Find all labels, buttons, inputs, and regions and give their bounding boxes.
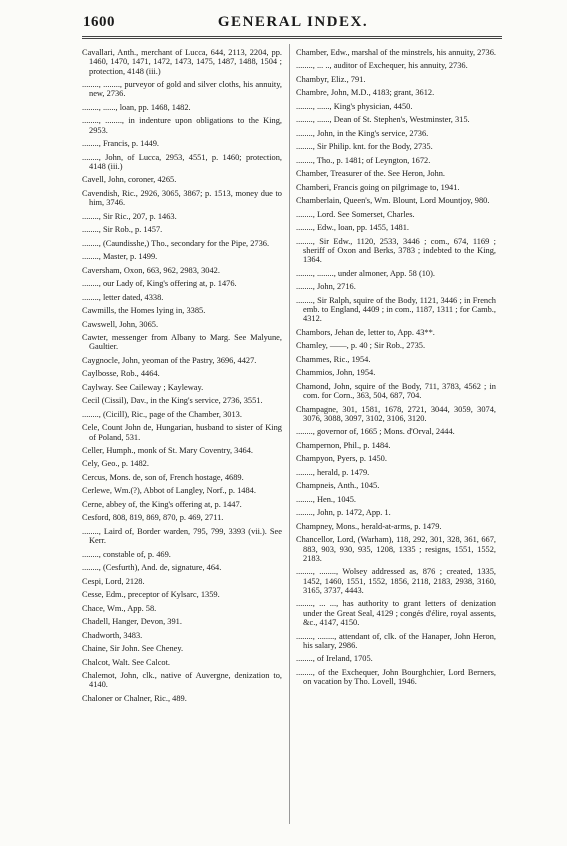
index-entry: Chambors, Jehan de, letter to, App. 43**. (296, 327, 435, 337)
index-entry: ........, ........, in indenture upon obligations to the King, 2953. (82, 116, 282, 135)
index-entry: Cavallari, Anth., merchant of Lucca, 644, 2113, 2204, pp. 1460, 1470, 1471, 1472, 1473, 1475, 1487, 1488, 1504 ; protection, 4148 (iii.) (82, 48, 282, 76)
index-entry: Cespi, Lord, 2128. (82, 576, 145, 586)
index-entry: Chamley, ——, p. 40 ; Sir Rob., 2735. (296, 341, 426, 351)
index-entry: ........, of Ireland, 1705. (296, 654, 373, 664)
index-entry: ........, Sir Ralph, squire of the Body, 1121, 3446 ; in French emb. to England, 4409 ; in com., 1187, 1311 ; for Camb., 4312. (296, 295, 496, 324)
index-entry: Chace, Wm., App. 58. (82, 603, 157, 613)
index-entry: ........, of the Exchequer, John Bourghchier, Lord Berners, on vacation by Tho. Lovell, 1946. (296, 667, 496, 687)
index-entry: Champyon, Pyers, p. 1450. (296, 454, 387, 464)
index-entry: ........, ......, loan, pp. 1468, 1482. (82, 102, 191, 112)
index-entry: Caygnocle, John, yeoman of the Pastry, 3696, 4427. (82, 355, 257, 365)
index-entry: Chalemot, John, clk., native of Auvergne, denization to, 4140. (82, 671, 282, 690)
index-entry: ........, Master, p. 1499. (82, 252, 158, 262)
index-entry: Cavendish, Ric., 2926, 3065, 3867; p. 1513, money due to him, 3746. (82, 188, 282, 208)
index-entry: ........, our Lady of, King's offering at, p. 1476. (82, 279, 237, 289)
index-entry: ........, Francis, p. 1449. (82, 139, 159, 149)
index-entry: Caylbosse, Rob., 4464. (82, 369, 160, 379)
index-entry: Cawmills, the Homes lying in, 3385. (82, 306, 206, 316)
index-entry: Cawter, messenger from Albany to Marg. See Malyune, Gaultier. (82, 333, 282, 352)
index-entry: ........, herald, p. 1479. (296, 467, 370, 477)
index-entry: ........, (Cesfurth), And. de, signature, 464. (82, 563, 222, 573)
index-entry: Chamond, John, squire of the Body, 711, 3783, 4562 ; in com. for Corn., 363, 504, 687, 704. (296, 381, 496, 401)
index-entry: ........, governor of, 1665 ; Mons. d'Orval, 2444. (296, 427, 455, 437)
index-entry: ........, ......, King's physician, 4450. (296, 101, 413, 111)
index-entry: Caversham, Oxon, 663, 962, 2983, 3042. (82, 265, 220, 275)
index-entry: Chadell, Hanger, Devon, 391. (82, 617, 182, 627)
index-entry: Chadworth, 3483. (82, 630, 143, 640)
index-entry: Chambyr, Eliz., 791. (296, 74, 366, 84)
index-entry: Caylway. See Caileway ; Kayleway. (82, 382, 204, 392)
index-entry: Champernon, Phil., p. 1484. (296, 440, 391, 450)
index-entry: Chaloner or Chalner, Ric., 489. (82, 693, 187, 703)
index-entry: Cely, Geo., p. 1482. (82, 459, 149, 469)
index-entry: ........, John, of Lucca, 2953, 4551, p. 1460; protection, 4148 (iii.) (82, 152, 282, 171)
index-entry: Cerlewe, Wm.(?), Abbot of Langley, Norf., p. 1484. (82, 486, 256, 496)
index-entry: Chammios, John, 1954. (296, 368, 376, 378)
index-entry: Cesford, 808, 819, 869, 870, p. 469, 2711. (82, 513, 224, 523)
index-entry: Champney, Mons., herald-at-arms, p. 1479. (296, 521, 442, 531)
index-entry: Champagne, 301, 1581, 1678, 2721, 3044, 3059, 3074, 3076, 3088, 3097, 3102, 3106, 3120. (296, 404, 496, 423)
index-entry: ........, John, 2716. (296, 282, 356, 292)
index-entry: ........, ... ..., has authority to grant letters of denization under the Great Seal, 4129 ; congés d'élire, royal assents, &c., 4147, 4150. (296, 599, 496, 628)
index-entry: ........, Sir Rob., p. 1457. (82, 225, 163, 235)
index-entry: Cerne, abbey of, the King's offering at, p. 1447. (82, 499, 242, 509)
index-entry: ........, ... .., auditor of Exchequer, his annuity, 2736. (296, 61, 468, 71)
index-entry: Chamber, Treasurer of the. See Heron, John. (296, 169, 445, 179)
index-entry: ........, Sir Ric., 207, p. 1463. (82, 211, 177, 221)
index-entry: ........, Sir Philip. knt. for the Body, 2735. (296, 142, 433, 152)
index-entry: Chamberlain, Queen's, Wm. Blount, Lord Mountjoy, 980. (296, 196, 490, 206)
index-entry: Cesse, Edm., preceptor of Kylsarc, 1359. (82, 590, 220, 600)
index-entry: Chamber, Edw., marshal of the minstrels, his annuity, 2736. (296, 48, 497, 57)
page-number: 1600 (83, 14, 115, 30)
index-entry: ........, Tho., p. 1481; of Leyngton, 1672. (296, 155, 431, 165)
header-rule (82, 36, 502, 39)
index-entry: Cecil (Cissil), Dav., in the King's service, 2736, 3551. (82, 396, 263, 406)
index-entry: ........, ......, Dean of St. Stephen's, Westminster, 315. (296, 115, 470, 125)
index-entry: Celler, Humph., monk of St. Mary Coventry, 3464. (82, 446, 254, 455)
index-entry: ........, (Cicill), Ric., page of the Chamber, 3013. (82, 409, 242, 419)
index-entry: ........, Hen., 1045. (296, 494, 357, 504)
index-entry: ........, ........, attendant of, clk. of the Hanaper, John Heron, his salary, 2986. (296, 631, 496, 650)
index-entry: Cercus, Mons. de, son of, French hostage, 4689. (82, 472, 244, 482)
index-entry: Chammes, Ric., 1954. (296, 354, 371, 364)
index-entry: Chancellor, Lord, (Warham), 118, 292, 301, 328, 361, 667, 883, 903, 930, 935, 1208, 1335 ; resigns, 1551, 1552, 2183. (296, 535, 496, 563)
index-entry: ........, (Caundisshe,) Tho., secondary for the Pipe, 2736. (82, 238, 270, 248)
index-entry: Champneis, Anth., 1045. (296, 481, 380, 491)
right-column (296, 48, 496, 691)
index-entry: ........, Laird of, Border warden, 795, 799, 3393 (vii.). See Kerr. (82, 526, 282, 546)
index-entry: Chaine, Sir John. See Cheney. (82, 644, 184, 654)
index-entry: ........, letter dated, 4338. (82, 292, 164, 302)
index-entry: Cele, Count John de, Hungarian, husband to sister of King of Poland, 531. (82, 423, 282, 442)
index-entry: Cavell, John, coroner, 4265. (82, 175, 177, 185)
index-entry: ........, Lord. See Somerset, Charles. (296, 209, 415, 219)
index-entry: ........, ........, Wolsey addressed as, 876 ; created, 1335, 1452, 1460, 1551, 1552, 1856, 2118, 2183, 2938, 3160, 3165, 3737, 4443. (296, 567, 496, 595)
index-entry: ........, John, p. 1472, App. 1. (296, 508, 391, 518)
index-entry: ........, ........, under almoner, App. 58 (10). (296, 268, 435, 278)
left-column (82, 48, 282, 707)
index-entry: ........, constable of, p. 469. (82, 549, 171, 559)
column-divider (289, 44, 290, 824)
index-entry: ........, John, in the King's service, 2736. (296, 128, 429, 138)
index-entry: ........, Sir Edw., 1120, 2533, 3446 ; com., 674, 1169 ; sheriff of Oxon and Berks, 3783 ; indebted to the King, 1364. (296, 236, 496, 265)
index-entry: Cawswell, John, 3065. (82, 319, 159, 329)
index-entry: Chambre, John, M.D., 4183; grant, 3612. (296, 88, 435, 98)
running-title: GENERAL INDEX. (217, 14, 369, 30)
index-entry: ........, ........, purveyor of gold and silver cloths, his annuity, new, 2736. (82, 80, 282, 99)
index-entry: Chamberi, Francis going on pilgrimage to, 1941. (296, 182, 460, 192)
index-entry: Chalcot, Walt. See Calcot. (82, 657, 171, 667)
page-header (83, 14, 503, 34)
index-entry: ........, Edw., loan, pp. 1455, 1481. (296, 223, 409, 233)
